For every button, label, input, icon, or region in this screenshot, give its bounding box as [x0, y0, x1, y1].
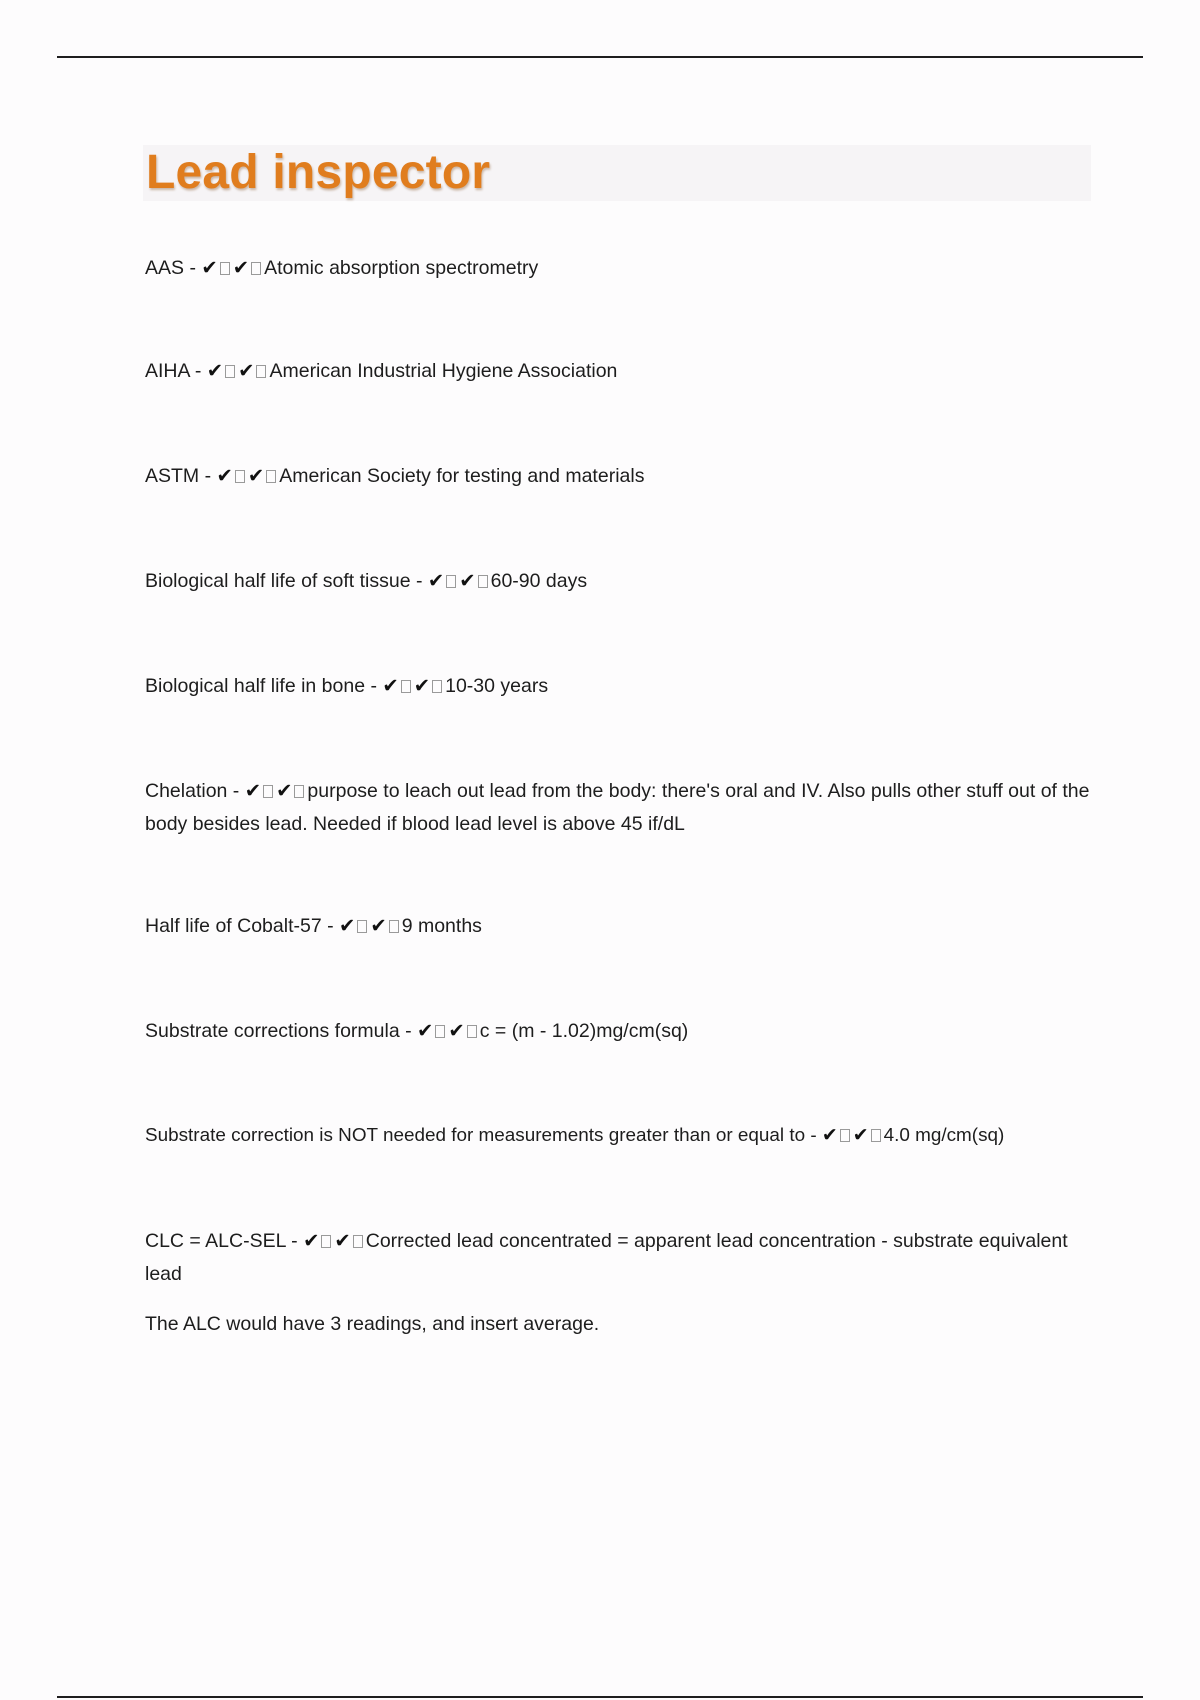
entry-separator: -: [199, 465, 217, 487]
check-icon: ✔: [276, 779, 293, 802]
check-icon: ✔: [339, 914, 356, 937]
missing-glyph-box-icon: [251, 262, 261, 275]
entry-term: Chelation: [145, 780, 228, 802]
entry-term: Half life of Cobalt-57: [145, 915, 322, 937]
check-icon: ✔: [216, 464, 233, 487]
flashcard-entry: [145, 1014, 1090, 1048]
check-icon: ✔: [232, 256, 250, 279]
missing-glyph-box-icon: [446, 575, 456, 588]
flashcard-entry: [145, 669, 1090, 703]
missing-glyph-box-icon: [220, 262, 230, 275]
entry-term: ASTM: [145, 465, 200, 487]
missing-glyph-box-icon: [357, 920, 367, 933]
entry-definition: 60-90 days: [490, 570, 588, 592]
missing-glyph-box-icon: [432, 680, 442, 693]
missing-glyph-box-icon: [435, 1025, 445, 1038]
missing-glyph-box-icon: [321, 1235, 331, 1248]
entry-separator: -: [410, 570, 428, 592]
check-icon: ✔: [413, 674, 431, 697]
flashcard-entry: [145, 354, 1090, 388]
entry-definition: Atomic absorption spectrometry: [264, 257, 539, 279]
check-icon: ✔: [206, 359, 224, 382]
check-icon: ✔: [459, 569, 476, 592]
check-icon: ✔: [382, 674, 399, 697]
missing-glyph-box-icon: [266, 470, 276, 483]
flashcard-entry: [145, 1119, 1090, 1152]
entry-term: Substrate correction is NOT needed for measurements greater than or equal to: [145, 1125, 806, 1146]
check-icon: ✔: [238, 359, 255, 382]
missing-glyph-box-icon: [401, 680, 411, 693]
page-title: Lead inspector: [146, 146, 491, 199]
entry-definition: 10-30 years: [445, 675, 549, 697]
entry-separator: -: [399, 1020, 418, 1042]
flashcard-entry: [145, 251, 1090, 285]
flashcard-entry: [145, 909, 1090, 943]
missing-glyph-box-icon: [353, 1235, 363, 1248]
entry-term: Biological half life in bone: [145, 675, 366, 697]
entry-definition: American Industrial Hygiene Association: [269, 360, 618, 382]
missing-glyph-box-icon: [235, 470, 245, 483]
missing-glyph-box-icon: [225, 365, 235, 378]
entry-definition: 9 months: [401, 915, 482, 937]
entry-definition: Corrected lead concentrated = apparent lead concentration - substrate equivalent lead: [145, 1230, 1068, 1285]
flashcard-entry: [145, 1224, 1090, 1291]
check-icon: ✔: [244, 779, 262, 802]
missing-glyph-box-icon: [871, 1129, 881, 1142]
entry-definition: purpose to leach out lead from the body: there's oral and IV. Also pulls other stuff out of the body besides lead. Needed if blood lead level is above 45 if/dL: [145, 780, 1090, 835]
entry-definition: American Society for testing and materials: [279, 465, 645, 487]
entry-term: Biological half life of soft tissue: [145, 570, 411, 592]
entry-term: Substrate corrections formula: [145, 1020, 400, 1042]
missing-glyph-box-icon: [478, 575, 488, 588]
missing-glyph-box-icon: [263, 785, 273, 798]
flashcard-entry: [145, 774, 1090, 841]
note-paragraph: The ALC would have 3 readings, and insert average.: [145, 1313, 600, 1335]
missing-glyph-box-icon: [840, 1129, 850, 1142]
flashcard-entry: [145, 459, 1090, 493]
missing-glyph-box-icon: [467, 1025, 477, 1038]
entry-term: CLC = ALC-SEL: [145, 1230, 286, 1252]
check-icon: ✔: [247, 464, 265, 487]
check-icon: ✔: [303, 1229, 320, 1252]
missing-glyph-box-icon: [294, 785, 304, 798]
entry-term: AAS: [145, 257, 185, 279]
entry-separator: -: [184, 257, 202, 279]
entry-separator: -: [189, 360, 207, 382]
flashcard-entry: [145, 564, 1090, 598]
entry-separator: -: [321, 915, 340, 937]
entry-separator: -: [285, 1230, 304, 1252]
entry-separator: -: [365, 675, 383, 697]
missing-glyph-box-icon: [389, 920, 399, 933]
check-icon: ✔: [417, 1019, 434, 1042]
check-icon: ✔: [334, 1229, 351, 1252]
check-icon: ✔: [821, 1124, 838, 1146]
check-icon: ✔: [427, 569, 445, 592]
header-rule: [57, 56, 1143, 58]
entry-definition: c = (m - 1.02)mg/cm(sq): [479, 1020, 689, 1042]
entry-separator: -: [805, 1125, 822, 1146]
entry-term: AIHA: [145, 360, 190, 382]
check-icon: ✔: [370, 914, 387, 937]
missing-glyph-box-icon: [256, 365, 266, 378]
check-icon: ✔: [448, 1019, 465, 1042]
check-icon: ✔: [201, 256, 218, 279]
check-icon: ✔: [852, 1124, 869, 1146]
footer-rule: [57, 1696, 1143, 1698]
entry-separator: -: [227, 780, 245, 802]
entry-definition: 4.0 mg/cm(sq): [883, 1125, 1005, 1146]
